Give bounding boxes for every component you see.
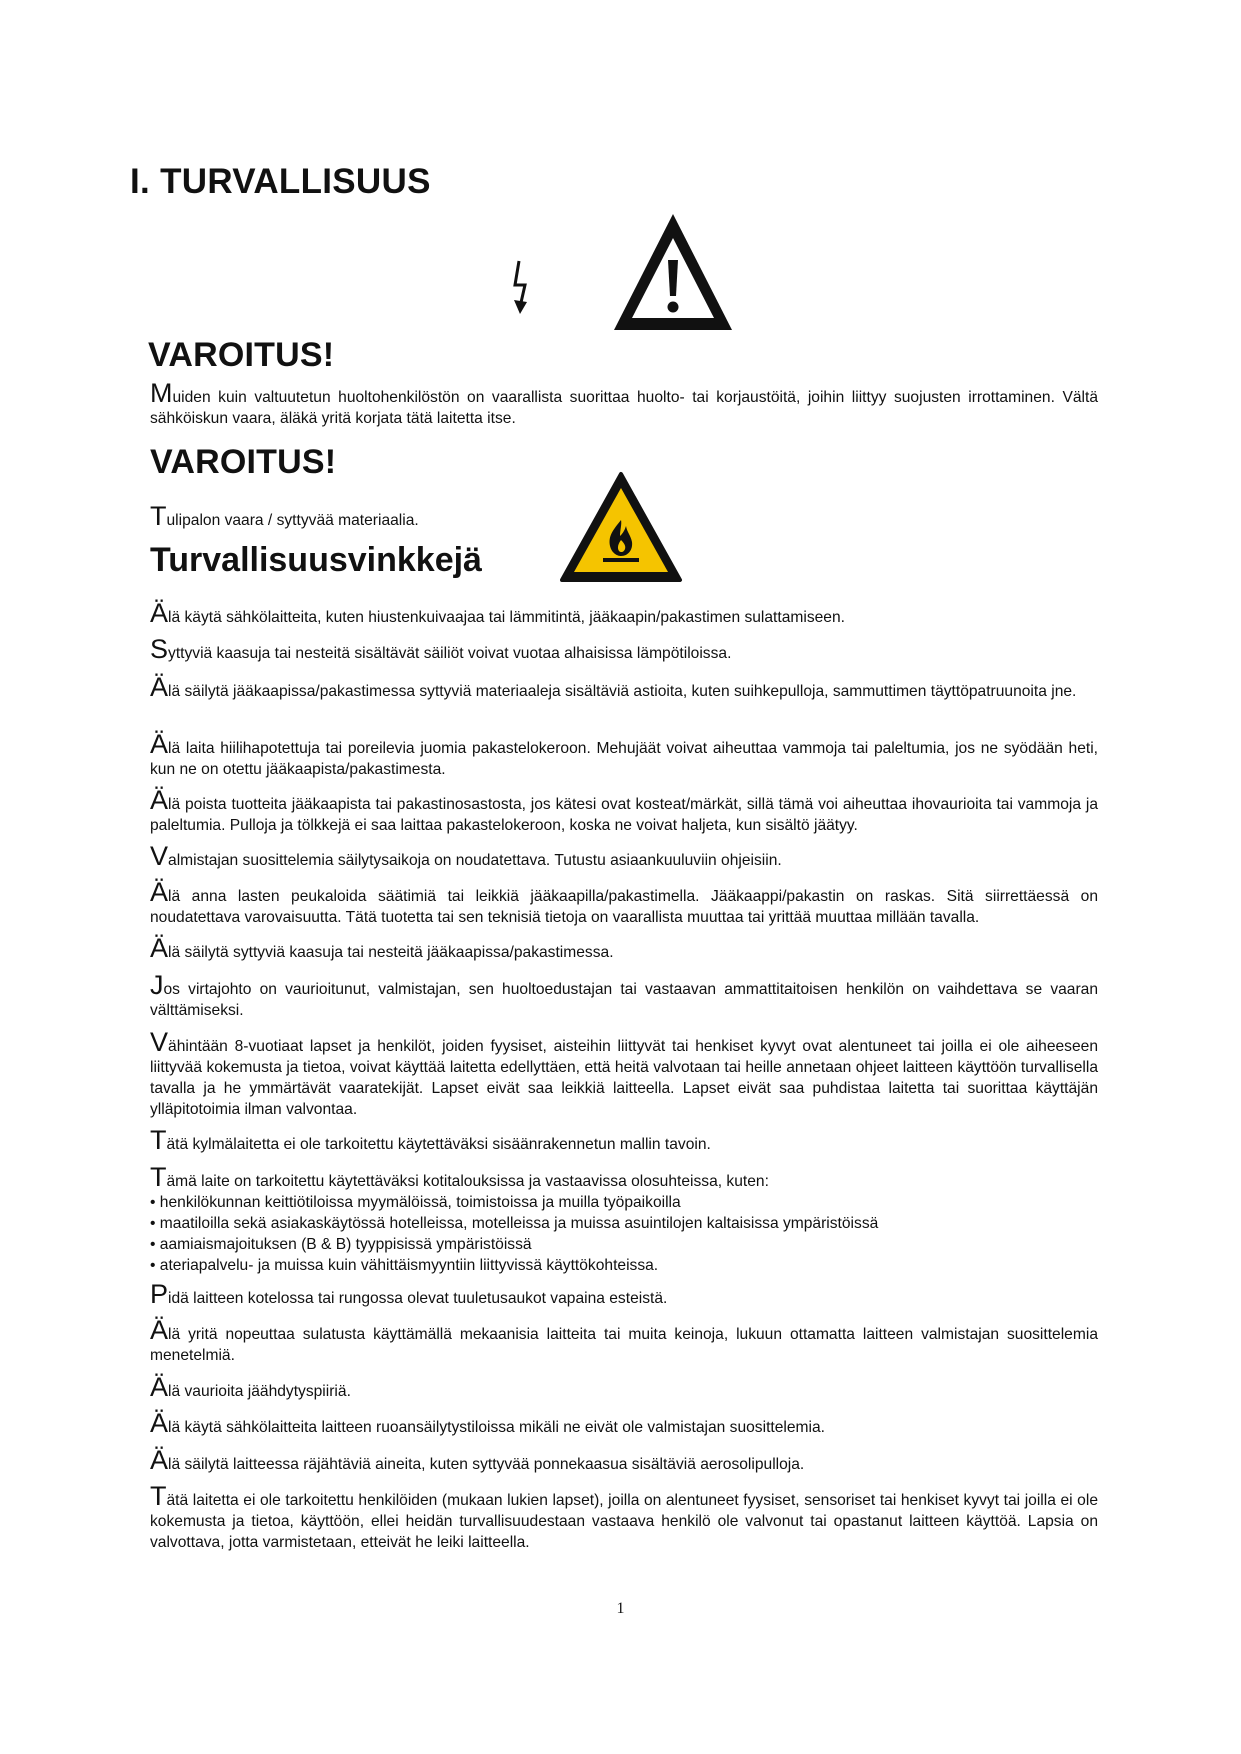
tip-paragraph: Jos virtajohto on vaurioitunut, valmistajan, sen huoltoedustajan tai vastaavan ammattitaitoisen henkilön on vaihdettava se vaaran välttämiseksi. [150,970,1098,1019]
warning-heading: VAROITUS! [148,336,335,374]
electric-shock-icon [510,258,536,318]
tip-paragraph: Älä laita hiilihapotettuja tai poreilevia juomia pakastelokeroon. Mehujäät voivat aiheuttaa vammoja tai paleltumia, jos ne syödään heti, kun ne on otettu jääkaapista/pakastimesta. [150,729,1098,778]
list-item: • maatiloilla sekä asiakaskäytössä hotelleissa, motelleissa ja muissa asuintilojen kaltaisissa ympäristöissä [150,1213,1098,1234]
flammable-warning-icon [558,470,684,584]
tips-heading: Turvallisuusvinkkejä [150,541,482,579]
use-list [150,1192,1098,1276]
tip-paragraph: Tätä kylmälaitetta ei ole tarkoitettu käytettäväksi sisäänrakennetun mallin tavoin. [150,1125,711,1155]
page-number: 1 [616,1600,625,1617]
tip-paragraph: Älä säilytä laitteessa räjähtäviä aineita, kuten syttyvää ponnekaasua sisältäviä aerosolipulloja. [150,1445,805,1475]
tip-paragraph: Valmistajan suosittelemia säilytysaikoja on noudatettava. Tutustu asiaankuuluviin ohjeisiin. [150,841,782,871]
tip-paragraph: Älä käytä sähkölaitteita laitteen ruoansäilytystiloissa mikäli ne eivät ole valmistajan suosittelemia. [150,1408,826,1438]
tip-paragraph: Vähintään 8-vuotiaat lapset ja henkilöt, joiden fyysiset, aisteihin liittyvät tai henkiset kyvyt ovat alentuneet tai joilla ei ole aiheeseen liittyvää kokemusta ja tietoa, voivat käyttää laitetta edellyttäen, että heitä valvotaan tai heille annetaan ohjeet laitteen käyttöön turvallisella tavalla ja he ymmärtävät vaaratekijät. Lapset eivät saa leikkiä laitteella. Lapset eivät saa puhdistaa laitetta tai suorittaa käyttäjän ylläpitotoimia ilman valvontaa. [150,1027,1098,1118]
warning-paragraph: Muiden kuin valtuutetun huoltohenkilöstön on vaarallista suorittaa huolto- tai korjaustöitä, joihin liittyy suojusten irrottaminen. Vältä sähköiskun vaara, äläkä yritä korjata tätä laitetta itse. [150,378,1098,427]
tip-paragraph: Älä yritä nopeuttaa sulatusta käyttämällä mekaanisia laitteita tai muita keinoja, lukuun ottamatta laitteen valmistajan suosittelemia menetelmiä. [150,1315,1098,1364]
tip-paragraph: Syttyviä kaasuja tai nesteitä sisältävät säiliöt voivat vuotaa alhaisissa lämpötiloissa. [150,634,732,664]
tip-paragraph: Älä säilytä syttyviä kaasuja tai nesteitä jääkaapissa/pakastimessa. [150,933,614,963]
list-item: • aamiaismajoituksen (B & B) tyyppisissä ympäristöissä [150,1234,1098,1255]
tip-paragraph: Älä säilytä jääkaapissa/pakastimessa syttyviä materiaaleja sisältäviä astioita, kuten suihkepulloja, sammuttimen täyttöpatruunoita jne. [150,672,1077,702]
warning-paragraph: Tulipalon vaara / syttyvää materiaalia. [150,501,419,531]
tip-paragraph: Tätä laitetta ei ole tarkoitettu henkilöiden (mukaan lukien lapset), joilla on alentuneet fyysiset, sensoriset tai henkiset kyvyt tai joilla ei ole kokemusta ja tietoa, käyttöön, ellei heidän turvallisuudestaan vastaava henkilö ole valvonut tai opastanut laitteen käyttöä. Lapsia on valvottava, jotta varmistetaan, etteivät he leiki laitteella. [150,1481,1098,1551]
tip-paragraph: Älä käytä sähkölaitteita, kuten hiustenkuivaajaa tai lämmitintä, jääkaapin/pakastimen sulattamiseen. [150,598,845,628]
tip-paragraph: Tämä laite on tarkoitettu käytettäväksi kotitalouksissa ja vastaavissa olosuhteissa, kuten: • henkilökunnan keittiötiloissa myymälöissä, toimistoissa ja muilla työpaikoilla • maatiloilla sekä asiakaskäytössä hotelleissa, motelleissa ja muissa asuintilojen kaltaisissa ympäristöissä • aamiaismajoituksen (B & B) tyyppisissä ympäristöissä • ateriapalvelu- ja muissa kuin vähittäismyyntiin liittyvissä käyttökohteissa. [150,1167,1098,1276]
list-item: • henkilökunnan keittiötiloissa myymälöissä, toimistoissa ja muilla työpaikoilla [150,1192,1098,1213]
tip-paragraph: Pidä laitteen kotelossa tai rungossa olevat tuuletusaukot vapaina esteistä. [150,1279,668,1309]
page-title: I. TURVALLISUUS [130,162,431,201]
list-item: • ateriapalvelu- ja muissa kuin vähittäismyyntiin liittyvissä käyttökohteissa. [150,1255,1098,1276]
tip-paragraph: Älä poista tuotteita jääkaapista tai pakastinosastosta, jos kätesi ovat kosteat/märkät, sillä tämä voi aiheuttaa ihovaurioita tai vammoja ja paleltumia. Pulloja ja tölkkejä ei saa laittaa pakastelokeroon, koska ne voivat haljeta, kun sisältö jäätyy. [150,785,1098,834]
general-warning-icon [608,208,738,336]
warning-heading: VAROITUS! [150,443,337,481]
tip-paragraph: Älä anna lasten peukaloida säätimiä tai leikkiä jääkaapilla/pakastimella. Jääkaappi/pakastin on raskas. Sitä siirrettäessä on noudatettava varovaisuutta. Tätä tuotetta tai sen teknisiä tietoja on vaarallista muuttaa tai yrittää muuttaa millään tavalla. [150,877,1098,926]
tip-paragraph: Älä vaurioita jäähdytyspiiriä. [150,1372,351,1402]
